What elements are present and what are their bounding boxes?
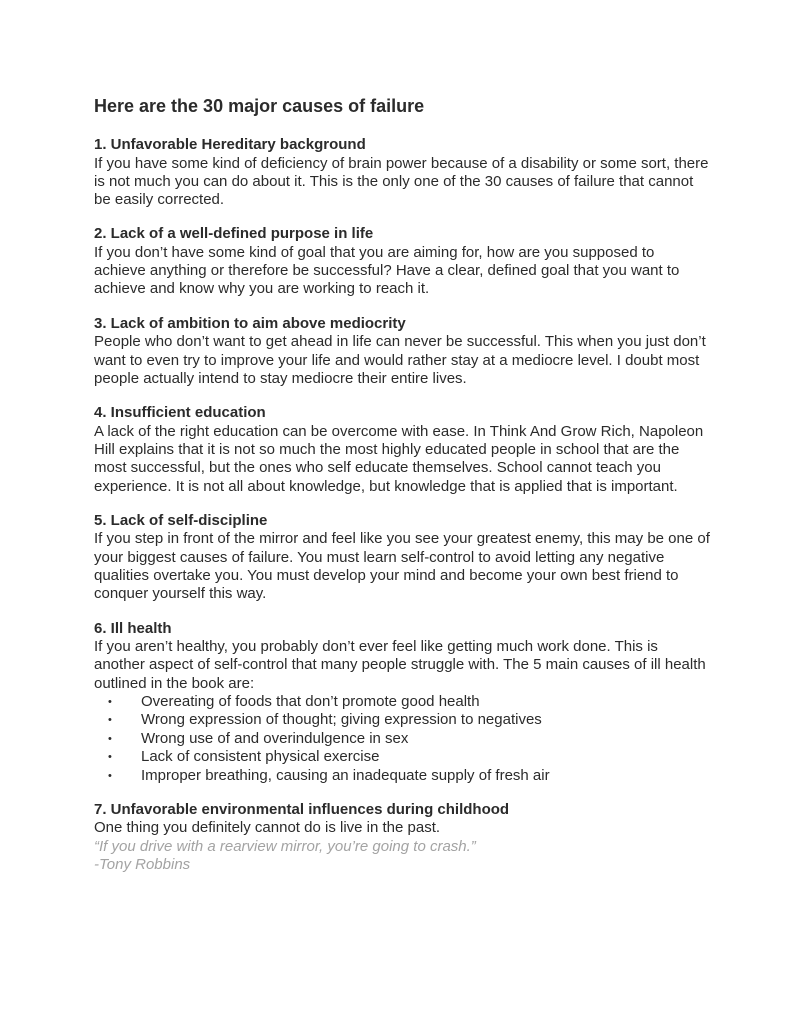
list-item-text: Overeating of foods that don’t promote good health <box>141 692 480 710</box>
list-item-text: Wrong use of and overindulgence in sex <box>141 729 409 747</box>
list-item-text: Wrong expression of thought; giving expression to negatives <box>141 711 542 729</box>
bullet-list <box>94 693 710 785</box>
bullet-icon: • <box>108 769 112 782</box>
section-body: One thing you definitely cannot do is live in the past. <box>94 819 441 837</box>
section-body: If you step in front of the mirror and feel like you see your greatest enemy, this may be one of your biggest causes of failure. You must learn self-control to avoid letting any negative qualities overtake you. You must develop your mind and become your own best friend to conquer yourself this way. <box>94 530 710 603</box>
list-item-text: Improper breathing, causing an inadequate supply of fresh air <box>141 766 550 784</box>
list-item <box>94 748 710 766</box>
list-item <box>94 711 710 729</box>
section-5 <box>94 512 710 604</box>
bullet-icon: • <box>108 714 112 727</box>
list-item <box>94 767 710 785</box>
section-6 <box>94 620 710 785</box>
section-1 <box>94 136 710 209</box>
section-heading: 5. Lack of self-discipline <box>94 511 268 529</box>
section-body: A lack of the right education can be overcome with ease. In Think And Grow Rich, Napoleon Hill explains that it is not so much the most highly educated people in school that are the most successful, but the ones who self educate themselves. School cannot teach you experience. It is not all about knowledge, but knowledge that is applied that is important. <box>94 422 704 495</box>
quote-text: “If you drive with a rearview mirror, you’re going to crash.” <box>94 837 476 855</box>
bullet-icon: • <box>108 695 112 708</box>
bullet-icon: • <box>108 732 112 745</box>
bullet-icon: • <box>108 751 112 764</box>
section-body: If you don’t have some kind of goal that you are aiming for, how are you supposed to achieve anything or therefore be successful? Have a clear, defined goal that you want to achieve and know why you are working to reach it. <box>94 243 680 298</box>
section-heading: 3. Lack of ambition to aim above mediocrity <box>94 314 406 332</box>
document-page <box>94 94 710 891</box>
section-heading: 7. Unfavorable environmental influences during childhood <box>94 800 510 818</box>
section-body: People who don’t want to get ahead in life can never be successful. This when you just don’t want to even try to improve your life and would rather stay at a mediocre level. I doubt most people actually intend to stay mediocre their entire lives. <box>94 333 706 387</box>
section-heading: 1. Unfavorable Hereditary background <box>94 136 366 153</box>
section-body: If you aren’t healthy, you probably don’t ever feel like getting much work done. This is another aspect of self-control that many people struggle with. The 5 main causes of ill health outlined in the book are: <box>94 638 706 692</box>
section-heading: 2. Lack of a well-defined purpose in life <box>94 225 374 243</box>
section-4 <box>94 404 710 496</box>
list-item <box>94 730 710 748</box>
section-heading: 4. Insufficient education <box>94 404 266 422</box>
section-3 <box>94 315 710 388</box>
document-title: Here are the 30 major causes of failure <box>94 96 425 116</box>
section-2 <box>94 225 710 298</box>
list-item-text: Lack of consistent physical exercise <box>141 748 380 766</box>
quote-author: -Tony Robbins <box>94 856 191 874</box>
list-item <box>94 693 710 711</box>
section-body: If you have some kind of deficiency of brain power because of a disability or some sort, there is not much you can do about it. This is the only one of the 30 causes of failure that cannot be easily corrected. <box>94 154 709 209</box>
section-7 <box>94 801 710 875</box>
section-heading: 6. Ill health <box>94 619 172 637</box>
